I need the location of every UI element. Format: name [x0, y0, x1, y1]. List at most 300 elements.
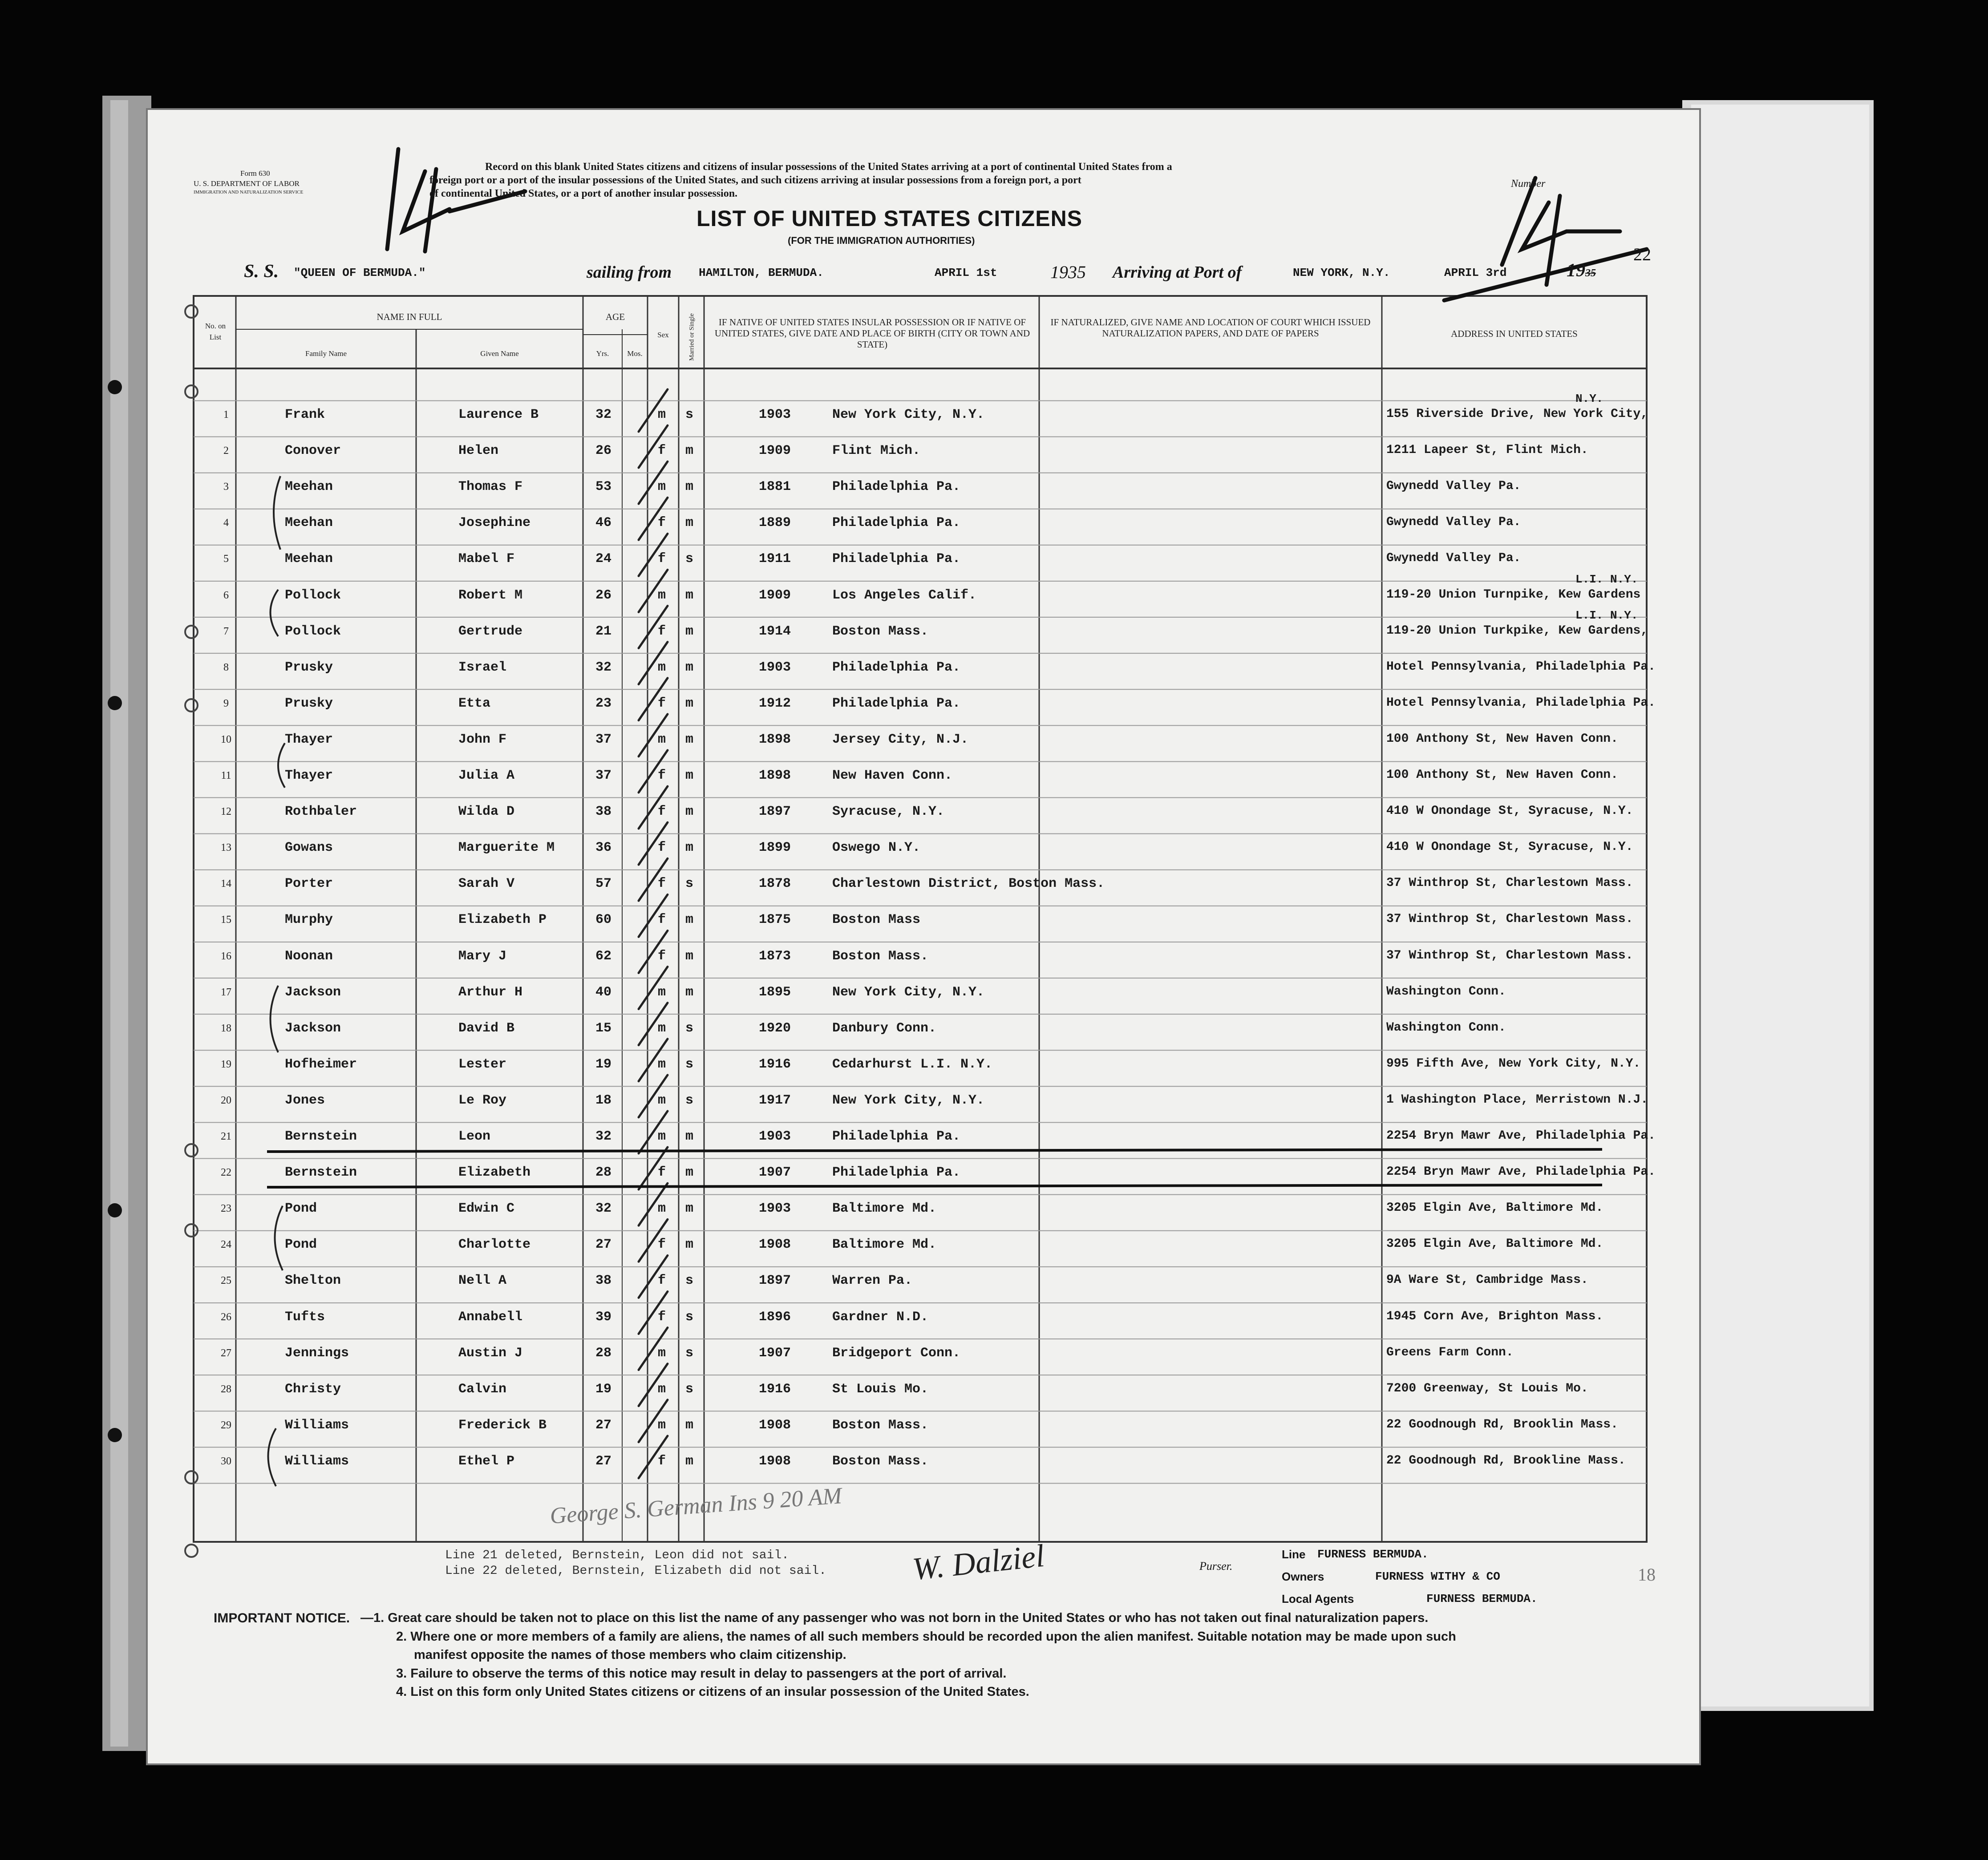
- given-name: Marguerite M: [458, 840, 555, 856]
- birth-year: 1899: [759, 840, 791, 856]
- birth-year: 1897: [759, 804, 791, 820]
- row-number: 3: [223, 481, 229, 493]
- family-name: Bernstein: [285, 1165, 357, 1181]
- family-name: Tufts: [285, 1309, 325, 1325]
- form-number: Form 630: [240, 169, 270, 178]
- birth-place: Warren Pa.: [832, 1273, 913, 1289]
- birth-year: 1897: [759, 1273, 791, 1289]
- notice-1: —1. Great care should be taken not to place on this list the name of any passenger who was not born in the United States or who has not taken out final naturalization papers.: [360, 1611, 1429, 1625]
- birth-year: 1903: [759, 659, 791, 675]
- birth-year: 1898: [759, 732, 791, 747]
- given-name: Leon: [458, 1129, 491, 1144]
- arrival-port: NEW YORK, N.Y.: [1293, 266, 1390, 279]
- row-number: 24: [221, 1239, 231, 1251]
- family-name: Frank: [285, 407, 325, 422]
- birth-year: 1903: [759, 1129, 791, 1144]
- row-number: 6: [223, 589, 229, 601]
- family-name: Prusky: [285, 695, 333, 711]
- address-note: L.I. N.Y.: [1575, 608, 1638, 622]
- family-name: Rothbaler: [285, 804, 357, 820]
- age-years: 23: [595, 695, 612, 711]
- arrival-year-struck: 35: [1585, 267, 1596, 279]
- birth-place: Syracuse, N.Y.: [832, 804, 945, 820]
- birth-place: Baltimore Md.: [832, 1237, 937, 1253]
- row-number: 28: [221, 1383, 231, 1395]
- birth-place: Philadelphia Pa.: [832, 551, 961, 567]
- marital-status: m: [685, 1165, 694, 1181]
- marital-status: s: [685, 551, 694, 567]
- row-number: 27: [221, 1347, 231, 1359]
- age-years: 38: [595, 804, 612, 820]
- given-name: Julia A: [458, 768, 515, 783]
- address: 22 Goodnough Rd, Brookline Mass.: [1386, 1453, 1626, 1468]
- address: 1 Washington Place, Merristown N.J.: [1386, 1092, 1648, 1107]
- arrival-date: APRIL 3rd: [1444, 266, 1507, 279]
- sex: m: [658, 1345, 666, 1361]
- row-number: 19: [221, 1058, 231, 1070]
- sex: m: [658, 732, 666, 747]
- ss-label: S. S.: [244, 261, 279, 282]
- row-number: 25: [221, 1275, 231, 1287]
- notice-4: 4. List on this form only United States citizens or citizens of an insular possession of the United States.: [396, 1685, 1029, 1699]
- sex: f: [658, 695, 666, 711]
- sex: f: [658, 768, 666, 783]
- address: 119-20 Union Turkpike, Kew Gardens,: [1386, 623, 1648, 638]
- address: Gwynedd Valley Pa.: [1386, 515, 1521, 530]
- age-years: 37: [595, 732, 612, 747]
- inspector-signature: George S. German Ins 9 20 AM: [549, 1483, 843, 1529]
- marital-status: s: [685, 1092, 694, 1108]
- row-number: 22: [221, 1167, 231, 1179]
- given-name: Josephine: [458, 515, 531, 531]
- row-number: 20: [221, 1094, 231, 1106]
- sex: m: [658, 1092, 666, 1108]
- header-given-name: Given Name: [480, 349, 519, 358]
- birth-place: St Louis Mo.: [832, 1381, 929, 1397]
- sex: f: [658, 948, 666, 964]
- arrival-year: [1567, 260, 1596, 281]
- family-name: Thayer: [285, 732, 333, 747]
- family-name: Williams: [285, 1417, 349, 1433]
- age-years: 40: [595, 984, 612, 1000]
- marital-status: m: [685, 515, 694, 531]
- birth-place: Boston Mass: [832, 912, 921, 928]
- sex: m: [658, 659, 666, 675]
- address: Hotel Pennsylvania, Philadelphia Pa.: [1386, 695, 1656, 710]
- family-name: Noonan: [285, 948, 333, 964]
- marital-status: m: [685, 840, 694, 856]
- birth-place: Boston Mass.: [832, 1453, 929, 1469]
- sex: f: [658, 623, 666, 639]
- given-name: David B: [458, 1020, 515, 1036]
- given-name: Robert M: [458, 587, 523, 603]
- address: 155 Riverside Drive, New York City,: [1386, 407, 1648, 421]
- sex: f: [658, 1165, 666, 1181]
- marital-status: m: [685, 912, 694, 928]
- address: 100 Anthony St, New Haven Conn.: [1386, 768, 1618, 782]
- page-number-bottom: 18: [1638, 1565, 1656, 1585]
- marital-status: m: [685, 695, 694, 711]
- family-name: Hofheimer: [285, 1056, 357, 1072]
- age-years: 60: [595, 912, 612, 928]
- marital-status: m: [685, 1453, 694, 1469]
- age-years: 46: [595, 515, 612, 531]
- family-name: Pond: [285, 1237, 317, 1253]
- family-name: Meehan: [285, 515, 333, 531]
- birth-year: 1878: [759, 876, 791, 892]
- birth-place: Jersey City, N.J.: [832, 732, 969, 747]
- address: Washington Conn.: [1386, 1020, 1506, 1035]
- address: 1945 Corn Ave, Brighton Mass.: [1386, 1309, 1603, 1323]
- address: 410 W Onondage St, Syracuse, N.Y.: [1386, 840, 1633, 854]
- sex: m: [658, 984, 666, 1000]
- address: Greens Farm Conn.: [1386, 1345, 1514, 1359]
- row-number: 2: [223, 445, 229, 457]
- address: 1211 Lapeer St, Flint Mich.: [1386, 443, 1588, 457]
- age-years: 32: [595, 1129, 612, 1144]
- family-name: Pollock: [285, 623, 341, 639]
- row-number: 21: [221, 1131, 231, 1142]
- marital-status: m: [685, 984, 694, 1000]
- family-name: Jackson: [285, 984, 341, 1000]
- sex: f: [658, 515, 666, 531]
- birth-year: 1908: [759, 1237, 791, 1253]
- birth-place: New York City, N.Y.: [832, 984, 985, 1000]
- address-note: N.Y.: [1575, 392, 1603, 405]
- family-name: Thayer: [285, 768, 333, 783]
- address: Hotel Pennsylvania, Philadelphia Pa.: [1386, 659, 1656, 674]
- purser-signature: W. Dalziel: [911, 1537, 1046, 1587]
- header-family-name: Family Name: [305, 349, 347, 358]
- birth-place: Philadelphia Pa.: [832, 479, 961, 495]
- age-years: 39: [595, 1309, 612, 1325]
- birth-year: 1903: [759, 407, 791, 422]
- given-name: Wilda D: [458, 804, 515, 820]
- notice-heading: IMPORTANT NOTICE.: [214, 1611, 350, 1625]
- birth-place: Boston Mass.: [832, 1417, 929, 1433]
- marital-status: m: [685, 587, 694, 603]
- age-years: 32: [595, 1201, 612, 1217]
- marital-status: s: [685, 1020, 694, 1036]
- deletion-note-2: Line 22 deleted, Bernstein, Elizabeth did not sail.: [445, 1564, 826, 1578]
- age-years: 26: [595, 443, 612, 459]
- given-name: Israel: [458, 659, 507, 675]
- header-name-in-full: NAME IN FULL: [377, 311, 442, 322]
- age-years: 27: [595, 1453, 612, 1469]
- age-years: 28: [595, 1165, 612, 1181]
- sex: m: [658, 1020, 666, 1036]
- birth-year: 1889: [759, 515, 791, 531]
- address: 3205 Elgin Ave, Baltimore Md.: [1386, 1237, 1603, 1251]
- birth-year: 1920: [759, 1020, 791, 1036]
- birth-place: Boston Mass.: [832, 948, 929, 964]
- marital-status: s: [685, 1309, 694, 1325]
- marital-status: m: [685, 1201, 694, 1217]
- address: 37 Winthrop St, Charlestown Mass.: [1386, 948, 1633, 962]
- address: Gwynedd Valley Pa.: [1386, 479, 1521, 493]
- age-years: 57: [595, 876, 612, 892]
- marital-status: m: [685, 948, 694, 964]
- family-name: Meehan: [285, 551, 333, 567]
- departure-year: 1935: [1050, 262, 1086, 282]
- sex: f: [658, 443, 666, 459]
- row-number: 10: [221, 733, 231, 745]
- marital-status: m: [685, 768, 694, 783]
- given-name: Le Roy: [458, 1092, 507, 1108]
- sex: m: [658, 407, 666, 422]
- birth-year: 1895: [759, 984, 791, 1000]
- owners-value: FURNESS WITHY & CO: [1375, 1570, 1500, 1583]
- birth-place: New Haven Conn.: [832, 768, 953, 783]
- sex: f: [658, 1237, 666, 1253]
- address: 22 Goodnough Rd, Brooklin Mass.: [1386, 1417, 1618, 1431]
- birth-year: 1873: [759, 948, 791, 964]
- family-name: Jones: [285, 1092, 325, 1108]
- birth-place: Boston Mass.: [832, 623, 929, 639]
- page-title: LIST OF UNITED STATES CITIZENS: [696, 206, 1083, 231]
- age-years: 19: [595, 1056, 612, 1072]
- arrival-year-prefix: 19: [1567, 260, 1585, 281]
- age-years: 15: [595, 1020, 612, 1036]
- address: Washington Conn.: [1386, 984, 1506, 999]
- row-number: 5: [223, 553, 229, 565]
- family-name: Bernstein: [285, 1129, 357, 1144]
- service-label: IMMIGRATION AND NATURALIZATION SERVICE: [194, 190, 304, 195]
- sex: m: [658, 1381, 666, 1397]
- given-name: Etta: [458, 695, 491, 711]
- birth-place: Cedarhurst L.I. N.Y.: [832, 1056, 993, 1072]
- birth-place: Philadelphia Pa.: [832, 695, 961, 711]
- deletion-note-1: Line 21 deleted, Bernstein, Leon did not sail.: [445, 1549, 789, 1562]
- birth-place: Philadelphia Pa.: [832, 515, 961, 531]
- ship-name: "QUEEN OF BERMUDA.": [294, 266, 426, 279]
- age-years: 28: [595, 1345, 612, 1361]
- family-name: Meehan: [285, 479, 333, 495]
- birth-year: 1909: [759, 587, 791, 603]
- marital-status: m: [685, 443, 694, 459]
- header-address: ADDRESS IN UNITED STATES: [1451, 328, 1578, 339]
- birth-year: 1881: [759, 479, 791, 495]
- sex: f: [658, 551, 666, 567]
- sex: m: [658, 1129, 666, 1144]
- birth-place: Flint Mich.: [832, 443, 921, 459]
- marital-status: s: [685, 1056, 694, 1072]
- sex: m: [658, 587, 666, 603]
- family-name: Williams: [285, 1453, 349, 1469]
- birth-place: Philadelphia Pa.: [832, 1129, 961, 1144]
- family-name: Jennings: [285, 1345, 349, 1361]
- given-name: Frederick B: [458, 1417, 547, 1433]
- marital-status: m: [685, 1129, 694, 1144]
- row-number: 12: [221, 806, 231, 818]
- birth-year: 1903: [759, 1201, 791, 1217]
- sailing-from-label: sailing from: [587, 263, 672, 282]
- address: 9A Ware St, Cambridge Mass.: [1386, 1273, 1588, 1287]
- sex: f: [658, 876, 666, 892]
- row-number: 8: [223, 661, 229, 673]
- birth-year: 1914: [759, 623, 791, 639]
- department-label: U. S. DEPARTMENT OF LABOR: [194, 179, 300, 188]
- line-label: Line: [1282, 1548, 1306, 1561]
- row-number: 17: [221, 986, 231, 998]
- sex: f: [658, 1309, 666, 1325]
- owners-label: Owners: [1282, 1570, 1324, 1583]
- page-number-top: 22: [1633, 244, 1651, 264]
- page-subtitle: (FOR THE IMMIGRATION AUTHORITIES): [788, 235, 975, 246]
- birth-place: Charlestown District, Boston Mass.: [832, 876, 1105, 892]
- record-note-line-1: Record on this blank United States citizens and citizens of insular possessions of the United States arriving at a port of continental United States from a: [485, 161, 1172, 173]
- row-number: 1: [223, 409, 229, 421]
- birth-year: 1912: [759, 695, 791, 711]
- age-years: 62: [595, 948, 612, 964]
- given-name: Elizabeth: [458, 1165, 531, 1181]
- address: 995 Fifth Ave, New York City, N.Y.: [1386, 1056, 1641, 1071]
- given-name: Arthur H: [458, 984, 523, 1000]
- notice-3: 3. Failure to observe the terms of this notice may result in delay to passengers at the port of arrival.: [396, 1666, 1007, 1681]
- header-birth: IF NATIVE OF UNITED STATES INSULAR POSSESSION OR IF NATIVE OF UNITED STATES, GIVE DATE AND PLACE OF BIRTH (CITY OR TOWN AND STATE): [714, 317, 1030, 350]
- given-name: Gertrude: [458, 623, 523, 639]
- sex: m: [658, 1417, 666, 1433]
- header-age: AGE: [605, 311, 625, 322]
- address: Gwynedd Valley Pa.: [1386, 551, 1521, 566]
- given-name: John F: [458, 732, 507, 747]
- row-number: 15: [221, 914, 231, 926]
- sex: f: [658, 1453, 666, 1469]
- marital-status: s: [685, 407, 694, 422]
- marital-status: s: [685, 876, 694, 892]
- birth-place: Gardner N.D.: [832, 1309, 929, 1325]
- arriving-label: Arriving at Port of: [1113, 263, 1242, 282]
- given-name: Charlotte: [458, 1237, 531, 1253]
- address: 7200 Greenway, St Louis Mo.: [1386, 1381, 1588, 1395]
- header-married-single: Married or Single: [688, 313, 696, 361]
- record-note-line-2: foreign port or a port of the insular possessions of the United States, and such citizens arriving at insular possessions from a foreign port, a port: [429, 174, 1081, 186]
- marital-status: s: [685, 1273, 694, 1289]
- header-yrs: Yrs.: [596, 349, 609, 358]
- birth-place: Bridgeport Conn.: [832, 1345, 961, 1361]
- address: 37 Winthrop St, Charlestown Mass.: [1386, 876, 1633, 890]
- row-number: 9: [223, 697, 229, 709]
- sex: m: [658, 1201, 666, 1217]
- age-years: 27: [595, 1417, 612, 1433]
- age-years: 37: [595, 768, 612, 783]
- family-name: Pond: [285, 1201, 317, 1217]
- given-name: Mary J: [458, 948, 507, 964]
- given-name: Mabel F: [458, 551, 515, 567]
- sex: f: [658, 912, 666, 928]
- family-name: Pollock: [285, 587, 341, 603]
- age-years: 26: [595, 587, 612, 603]
- row-number: 30: [221, 1455, 231, 1467]
- age-years: 53: [595, 479, 612, 495]
- family-name: Jackson: [285, 1020, 341, 1036]
- purser-label: Purser.: [1199, 1560, 1233, 1573]
- given-name: Laurence B: [458, 407, 539, 422]
- header-no-on-list: No. on List: [205, 322, 226, 341]
- birth-year: 1898: [759, 768, 791, 783]
- birth-year: 1909: [759, 443, 791, 459]
- birth-year: 1916: [759, 1381, 791, 1397]
- birth-place: Oswego N.Y.: [832, 840, 921, 856]
- sex: f: [658, 1273, 666, 1289]
- birth-year: 1875: [759, 912, 791, 928]
- age-years: 19: [595, 1381, 612, 1397]
- marital-status: s: [685, 1381, 694, 1397]
- age-years: 27: [595, 1237, 612, 1253]
- given-name: Edwin C: [458, 1201, 515, 1217]
- age-years: 36: [595, 840, 612, 856]
- sex: f: [658, 840, 666, 856]
- age-years: 18: [595, 1092, 612, 1108]
- birth-year: 1916: [759, 1056, 791, 1072]
- birth-place: New York City, N.Y.: [832, 1092, 985, 1108]
- given-name: Thomas F: [458, 479, 523, 495]
- row-number: 29: [221, 1419, 231, 1431]
- marital-status: m: [685, 732, 694, 747]
- header-mos: Mos.: [627, 349, 643, 358]
- address-note: L.I. N.Y.: [1575, 572, 1638, 586]
- birth-place: Philadelphia Pa.: [832, 1165, 961, 1181]
- departure-date: APRIL 1st: [935, 266, 997, 279]
- given-name: Sarah V: [458, 876, 515, 892]
- age-years: 38: [595, 1273, 612, 1289]
- marital-status: m: [685, 623, 694, 639]
- birth-year: 1917: [759, 1092, 791, 1108]
- notice-2b: manifest opposite the names of those members who claim citizenship.: [414, 1648, 846, 1662]
- birth-year: 1907: [759, 1165, 791, 1181]
- row-number: 7: [223, 625, 229, 637]
- row-number: 13: [221, 842, 231, 854]
- given-name: Helen: [458, 443, 499, 459]
- number-label: Number: [1511, 178, 1546, 190]
- row-number: 18: [221, 1022, 231, 1034]
- agents-label: Local Agents: [1282, 1592, 1354, 1605]
- age-years: 32: [595, 407, 612, 422]
- row-number: 23: [221, 1203, 231, 1215]
- row-number: 4: [223, 517, 229, 529]
- address: 2254 Bryn Mawr Ave, Philadelphia Pa.: [1386, 1129, 1656, 1143]
- birth-year: 1908: [759, 1453, 791, 1469]
- row-number: 11: [221, 770, 231, 781]
- header-naturalized: IF NATURALIZED, GIVE NAME AND LOCATION OF COURT WHICH ISSUED NATURALIZATION PAPERS, AND DATE OF PAPERS: [1050, 317, 1371, 339]
- family-name: Christy: [285, 1381, 341, 1397]
- age-years: 32: [595, 659, 612, 675]
- birth-place: Philadelphia Pa.: [832, 659, 961, 675]
- family-name: Gowans: [285, 840, 333, 856]
- sex: m: [658, 479, 666, 495]
- birth-year: 1908: [759, 1417, 791, 1433]
- address: 119-20 Union Turnpike, Kew Gardens: [1386, 587, 1641, 602]
- row-number: 26: [221, 1311, 231, 1323]
- family-name: Prusky: [285, 659, 333, 675]
- birth-year: 1911: [759, 551, 791, 567]
- family-name: Conover: [285, 443, 341, 459]
- family-name: Shelton: [285, 1273, 341, 1289]
- sex: f: [658, 804, 666, 820]
- marital-status: m: [685, 804, 694, 820]
- address: 100 Anthony St, New Haven Conn.: [1386, 732, 1618, 746]
- address: 3205 Elgin Ave, Baltimore Md.: [1386, 1201, 1603, 1215]
- birth-year: 1896: [759, 1309, 791, 1325]
- sex: m: [658, 1056, 666, 1072]
- address: 37 Winthrop St, Charlestown Mass.: [1386, 912, 1633, 926]
- given-name: Elizabeth P: [458, 912, 547, 928]
- birth-place: New York City, N.Y.: [832, 407, 985, 422]
- family-name: Porter: [285, 876, 333, 892]
- departure-port: HAMILTON, BERMUDA.: [699, 266, 824, 279]
- row-number: 16: [221, 950, 231, 962]
- marital-status: s: [685, 1345, 694, 1361]
